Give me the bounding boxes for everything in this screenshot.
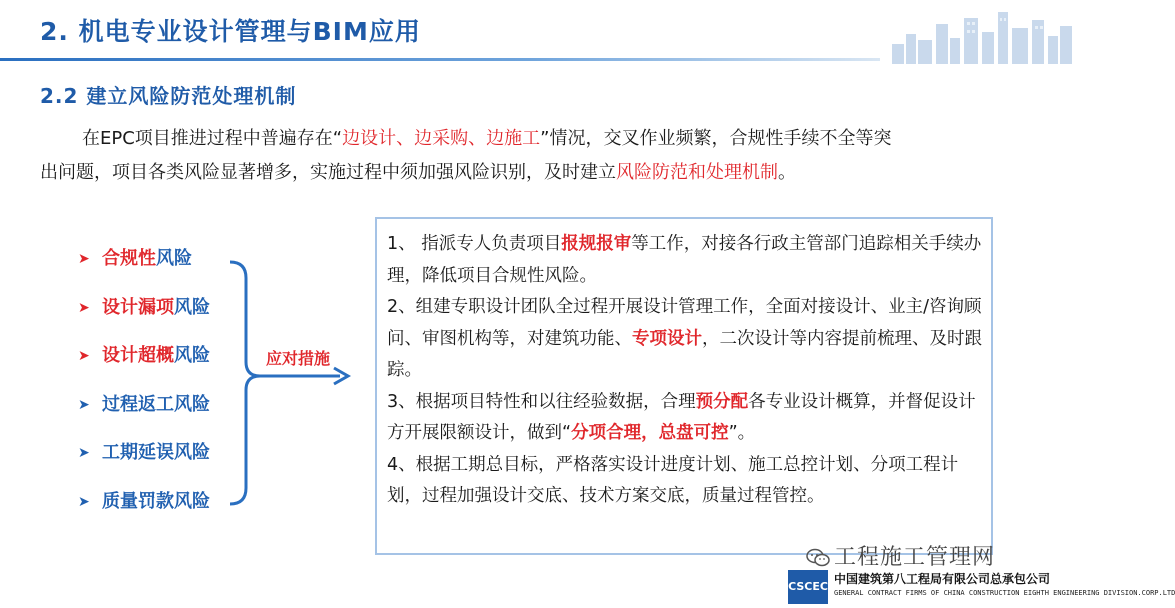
intro-text: 。 — [778, 162, 796, 183]
measure-highlight: 报规报审 — [561, 234, 632, 254]
measures-box — [375, 217, 993, 555]
intro-line-1 — [40, 122, 1020, 156]
chevron-right-icon: ➤ — [78, 251, 90, 267]
company-name-en: GENERAL CONTRACT FIRMS OF CHINA CONSTRUCTION EIGHTH ENGINEERING DIVISION.CORP.LTD — [834, 589, 1175, 597]
risk-label: 过程返工风险 — [102, 393, 210, 415]
chevron-right-icon: ➤ — [78, 396, 90, 413]
chevron-right-icon: ➤ — [78, 299, 90, 316]
measure-item — [387, 229, 983, 292]
measure-item — [387, 292, 983, 387]
risk-item — [78, 343, 248, 392]
measure-text: 等工作，对接各行政主管部门追踪相关手续办理，降低项目合规性风险。 — [387, 234, 982, 286]
risk-item — [78, 440, 248, 489]
risk-highlight: 合规性 — [102, 248, 156, 269]
risk-label: 风险 — [174, 296, 210, 318]
risk-label: 质量罚款风险 — [102, 490, 210, 512]
risk-item — [78, 392, 248, 441]
section-subtitle: 2.2 建立风险防范处理机制 — [40, 84, 297, 108]
company-logo: CSCEC — [788, 570, 828, 604]
measure-text: 3、根据项目特性和以往经验数据，合理 — [387, 391, 696, 412]
risk-item — [78, 295, 248, 344]
chevron-right-icon: ➤ — [78, 493, 90, 510]
measure-text: 2、组建专职设计团队全过程开展设计管理工作，全面对接设计、业主/咨询顾问、审图机构等，对建筑功能、 — [387, 297, 982, 349]
brace-connector — [228, 258, 358, 508]
measure-text: 各专业设计概算，并督促设计方开展限额设计，做到“ — [387, 391, 976, 443]
response-label: 应对措施 — [266, 349, 331, 368]
city-skyline-icon — [892, 4, 1072, 64]
intro-line-2 — [40, 156, 1020, 190]
risk-highlight: 设计超概 — [102, 345, 174, 366]
chevron-right-icon: ➤ — [78, 348, 90, 364]
measure-highlight: 预分配 — [695, 391, 749, 412]
intro-text: ”情况，交叉作业频繁，合规性手续不全等突 — [540, 128, 892, 149]
page-title: 2. 机电专业设计管理与BIM应用 — [40, 17, 421, 46]
measure-text: 4、根据工期总目标，严格落实设计进度计划、施工总控计划、分项工程计划，过程加强设计交底、技术方案交底，质量过程管控。 — [387, 454, 959, 506]
wechat-icon — [806, 548, 830, 568]
risk-item — [78, 246, 248, 295]
intro-highlight: 风险防范和处理机制 — [616, 162, 778, 183]
risk-list — [78, 246, 248, 537]
measure-highlight: 分项合理，总盘可控 — [571, 423, 729, 443]
intro-text: 在EPC项目推进过程中普遍存在“ — [82, 128, 343, 149]
watermark-text: 工程施工管理网 — [834, 545, 996, 570]
risk-label: 风险 — [174, 345, 210, 366]
measure-item — [387, 387, 983, 450]
company-name-cn: 中国建筑第八工程局有限公司总承包公司 — [834, 572, 1051, 586]
intro-highlight: 边设计、边采购、边施工 — [342, 128, 541, 149]
measure-text: 1、 指派专人负责项目 — [387, 234, 562, 254]
risk-label: 风险 — [156, 248, 192, 269]
intro-paragraph — [40, 122, 1020, 190]
intro-text: 出问题，项目各类风险显著增多，实施过程中须加强风险识别，及时建立 — [40, 162, 616, 183]
risk-item — [78, 489, 248, 538]
watermark — [806, 540, 995, 571]
risk-label: 工期延误风险 — [102, 442, 210, 463]
title-divider — [0, 58, 880, 61]
measure-item — [387, 450, 983, 513]
measure-text: ”。 — [728, 423, 756, 443]
measure-highlight: 专项设计 — [632, 328, 702, 349]
chevron-right-icon: ➤ — [78, 445, 90, 461]
measure-text: ，二次设计等内容提前梳理、及时跟踪。 — [387, 328, 982, 380]
risk-highlight: 设计漏项 — [102, 296, 174, 318]
